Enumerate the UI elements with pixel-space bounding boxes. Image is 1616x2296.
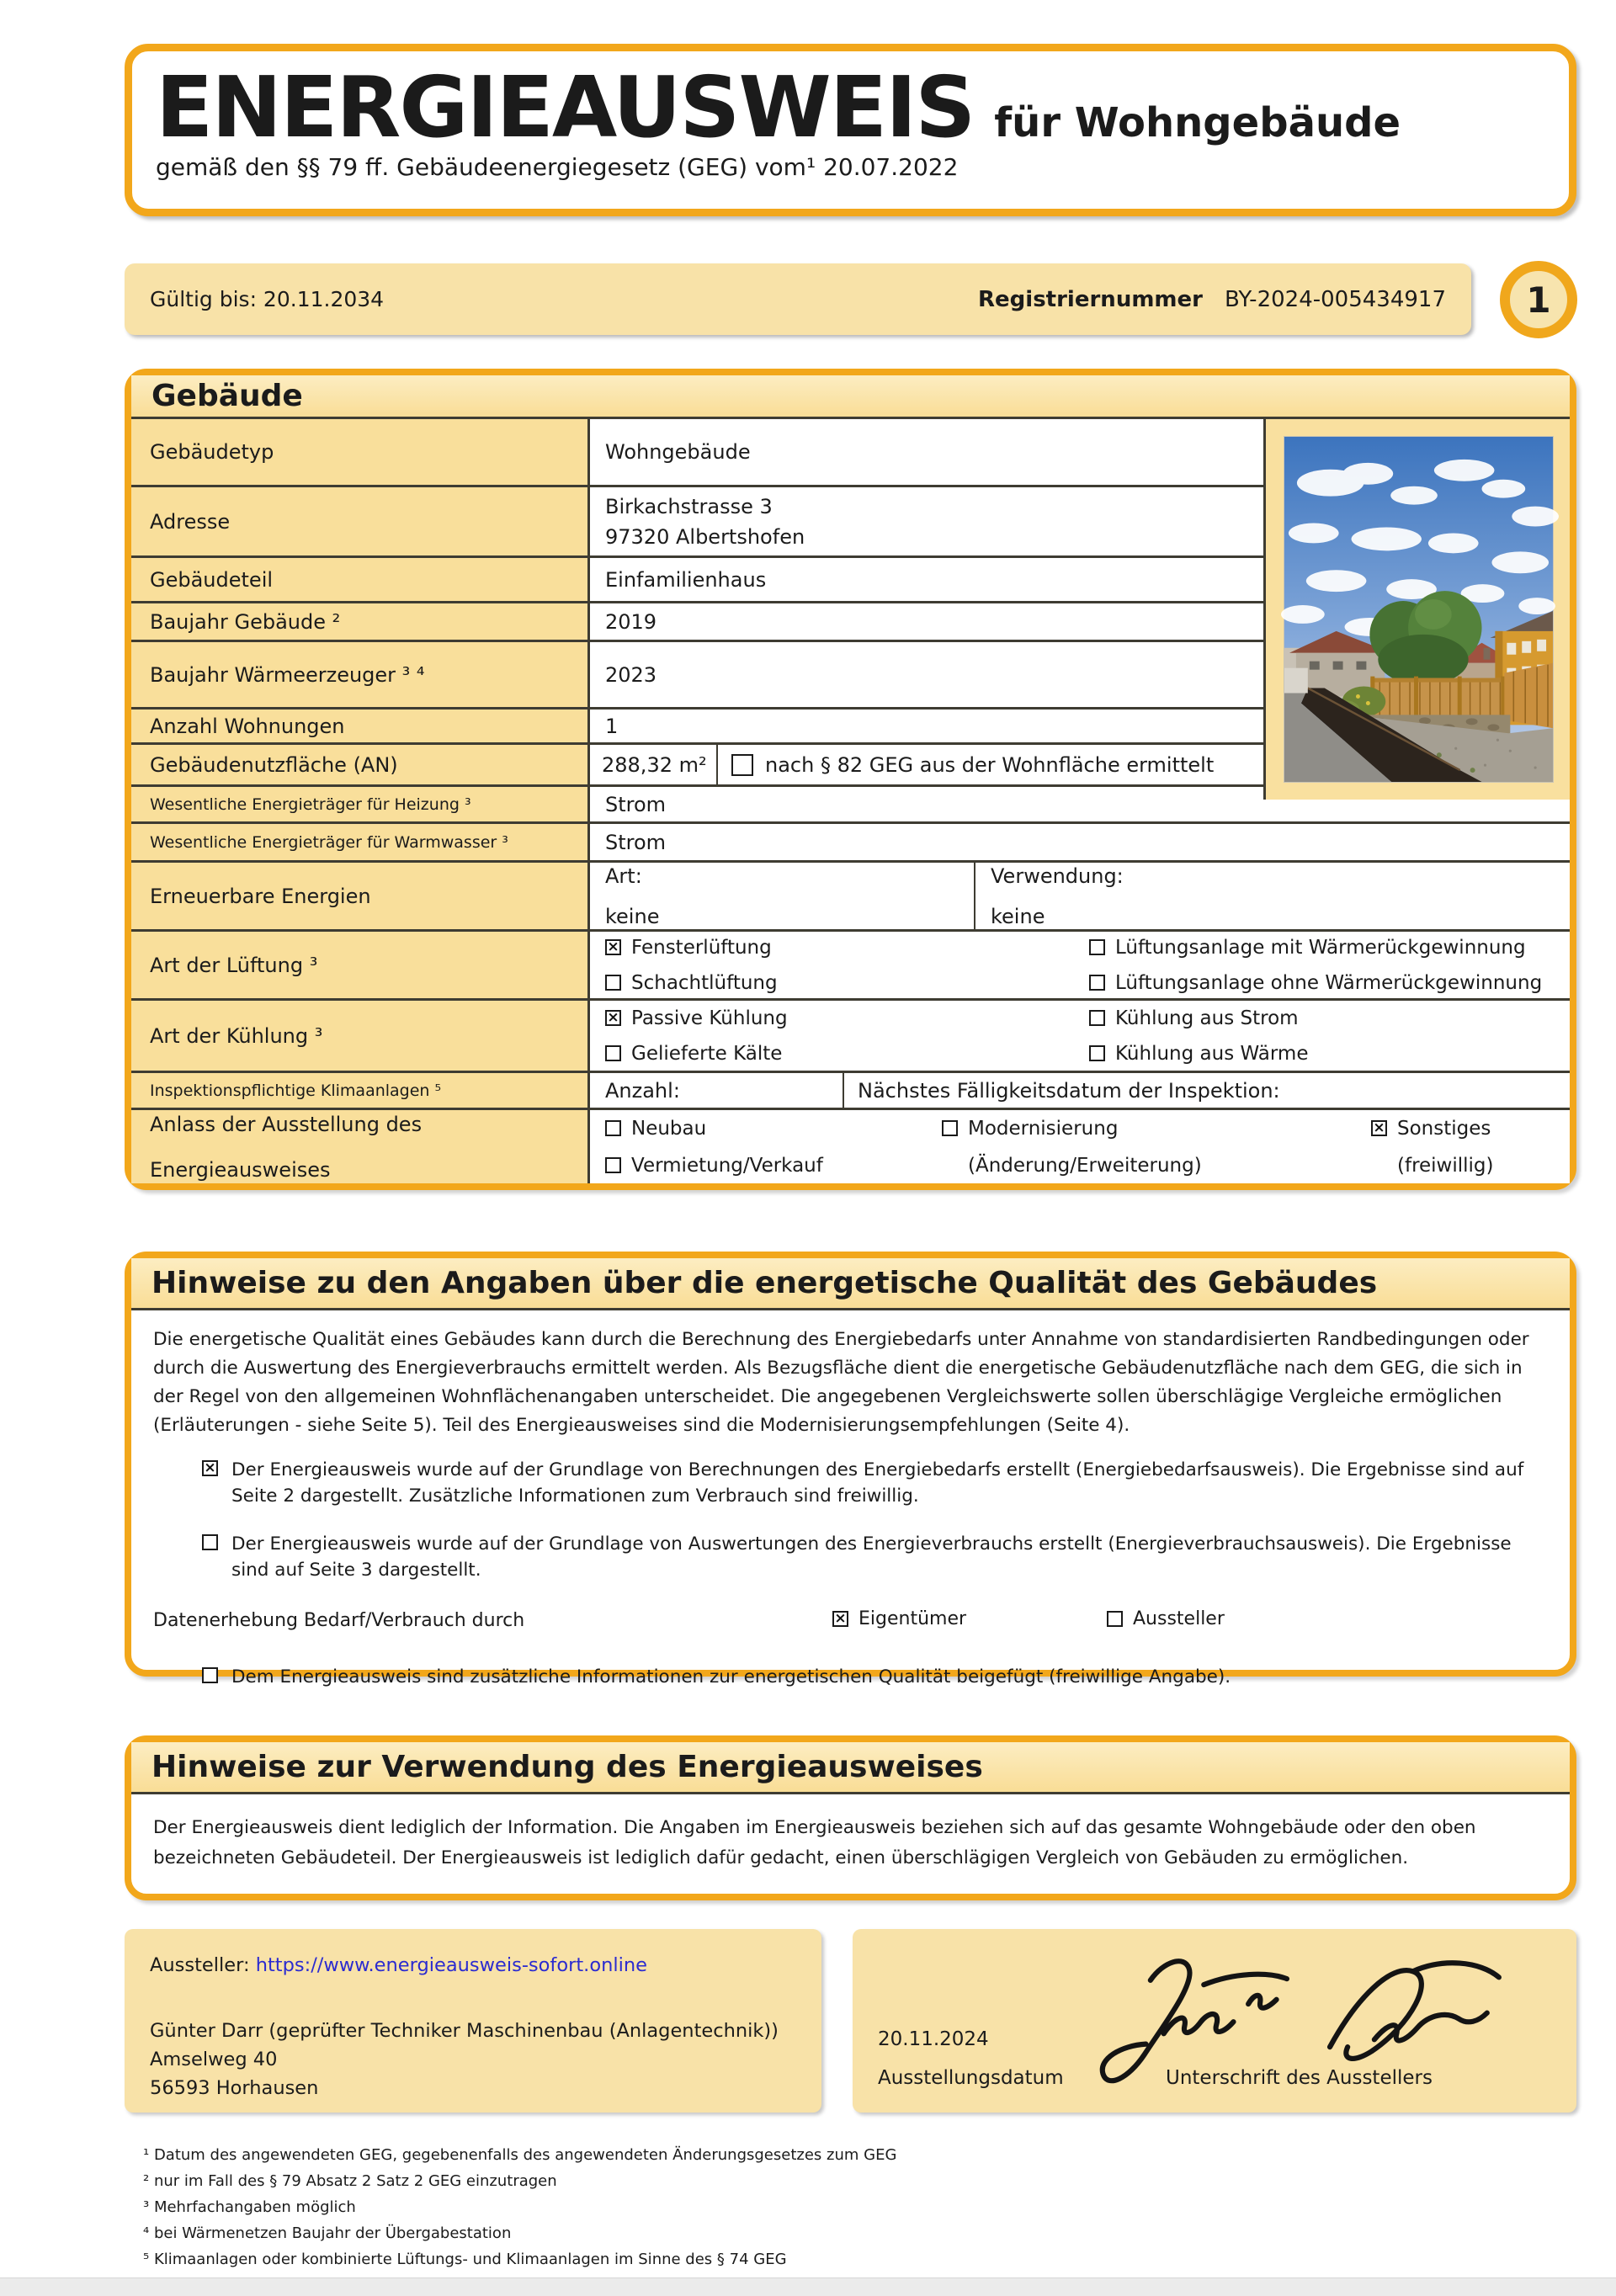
option-label: Neubau bbox=[631, 1117, 707, 1140]
label-line2: Energieausweises bbox=[150, 1157, 331, 1182]
data-collection-row bbox=[153, 1608, 1548, 1635]
option-label: Lüftungsanlage mit Wärmerückgewinnung bbox=[1115, 936, 1526, 959]
field-value: 2019 bbox=[605, 609, 657, 634]
option bbox=[605, 1118, 942, 1140]
title-box bbox=[125, 44, 1576, 216]
field-label: Art der Lüftung ³ bbox=[131, 932, 590, 998]
quality-intro-text: Die energetische Qualität eines Gebäudes kann durch die Berechnung des Energiebedarfs unter Annahme von standardisierten Randbedingungen oder durch die Auswertung des Energieverbrauchs ermittelt werden. Als Bezugsfläche dient die energetische Gebäudenutzfläche nach dem GEG, die sich in der Regel von den allgemeinen Wohnflächenangaben unterscheidet. Die angegebenen Vergleichswerte sollen überschlägige Vergleiche ermöglichen (Erläuterungen - siehe Seite 5). Teil des Energieausweises sind die Modernisierungsempfehlungen (Seite 4). bbox=[153, 1329, 1529, 1436]
table-row bbox=[131, 555, 1263, 601]
table-row bbox=[131, 929, 1570, 998]
checkbox bbox=[605, 975, 621, 991]
section-quality-notes bbox=[125, 1252, 1576, 1687]
checkbox bbox=[605, 1045, 621, 1061]
option bbox=[1371, 1118, 1570, 1140]
field-label: Erneuerbare Energien bbox=[131, 863, 590, 929]
table-row bbox=[131, 419, 1263, 485]
checkbox bbox=[1089, 939, 1105, 955]
field-label: Baujahr Wärmeerzeuger ³ ⁴ bbox=[131, 642, 590, 707]
checkbox bbox=[1089, 975, 1105, 991]
issuer-label: Aussteller: bbox=[150, 1954, 250, 1976]
footnote: ² nur im Fall des § 79 Absatz 2 Satz 2 GEG einzutragen bbox=[143, 2172, 557, 2190]
footnote: ⁵ Klimaanlagen oder kombinierte Lüftungs- und Klimaanlagen im Sinne des § 74 GEG bbox=[143, 2251, 787, 2268]
table-row bbox=[131, 860, 1570, 929]
footnotes bbox=[143, 2142, 896, 2272]
signature-box bbox=[853, 1929, 1576, 2113]
issuer-city: 56593 Horhausen bbox=[150, 2077, 319, 2099]
section-usage-notes bbox=[125, 1735, 1576, 1900]
field-label: Wesentliche Energieträger für Heizung ³ bbox=[131, 787, 590, 821]
checkbox bbox=[942, 1120, 958, 1136]
issuance-reason-options bbox=[590, 1110, 1570, 1183]
option bbox=[942, 1118, 1371, 1140]
checkbox: × bbox=[202, 1460, 218, 1476]
registration-label: Registriernummer bbox=[978, 286, 1203, 312]
field-label: Gebäudetyp bbox=[131, 419, 590, 485]
table-row bbox=[131, 998, 1570, 1071]
option-label: Aussteller bbox=[1133, 1608, 1225, 1629]
field-value: Einfamilienhaus bbox=[605, 567, 767, 592]
page-edge-strip bbox=[0, 2277, 1616, 2296]
option-label: Kühlung aus Wärme bbox=[1115, 1042, 1309, 1065]
validity-bar bbox=[125, 263, 1471, 335]
option-label: Lüftungsanlage ohne Wärmerückgewinnung bbox=[1115, 971, 1543, 994]
field-label: Art der Kühlung ³ bbox=[131, 1001, 590, 1071]
checkbox bbox=[202, 1667, 218, 1683]
field-value: 1 bbox=[605, 714, 619, 738]
building-photo bbox=[1284, 436, 1554, 783]
checkbox bbox=[1107, 1611, 1123, 1627]
option-sub-label: (Änderung/Erweiterung) bbox=[968, 1154, 1202, 1177]
option-sub-label: (freiwillig) bbox=[1397, 1154, 1494, 1177]
data-collection-label: Datenerhebung Bedarf/Verbrauch durch bbox=[153, 1610, 525, 1631]
checkbox: × bbox=[832, 1611, 848, 1627]
signature-label: Unterschrift des Ausstellers bbox=[1166, 2067, 1433, 2089]
table-row bbox=[131, 742, 1263, 784]
document-title: ENERGIEAUSWEIS bbox=[156, 58, 975, 157]
field-label: Gebäudenutzfläche (AN) bbox=[131, 745, 590, 784]
field-value bbox=[590, 487, 1263, 555]
footnote: ¹ Datum des angewendeten GEG, gegebenenfalls des angewendeten Änderungsgesetzes zum GEG bbox=[143, 2146, 897, 2164]
section-quality-title: Hinweise zu den Angaben über die energetische Qualität des Gebäudes bbox=[131, 1258, 1570, 1310]
field-label: Gebäudeteil bbox=[131, 558, 590, 601]
label-line1: Anlass der Ausstellung des bbox=[150, 1112, 423, 1136]
table-row bbox=[131, 1108, 1570, 1183]
option-text: Dem Energieausweis sind zusätzliche Informationen zur energetischen Qualität beigefügt (freiwillige Angabe). bbox=[231, 1666, 1231, 1687]
field-value: 288,32 m² bbox=[602, 752, 707, 777]
field-label: Adresse bbox=[131, 487, 590, 555]
faelligkeit-label: Nächstes Fälligkeitsdatum der Inspektion: bbox=[843, 1073, 1570, 1108]
art-label: Art: bbox=[605, 864, 642, 888]
anzahl-label: Anzahl: bbox=[605, 1078, 680, 1103]
cooling-options bbox=[590, 1001, 1570, 1071]
verwendung-label: Verwendung: bbox=[991, 864, 1124, 888]
issuer-link[interactable]: https://www.energieausweis-sofort.online bbox=[255, 1954, 647, 1976]
address-line1: Birkachstrasse 3 bbox=[605, 494, 773, 518]
option-label: Sonstiges bbox=[1397, 1117, 1491, 1140]
checkbox-label: nach § 82 GEG aus der Wohnfläche ermittelt bbox=[765, 752, 1215, 777]
table-row bbox=[131, 601, 1263, 640]
option-label: Schachtlüftung bbox=[631, 971, 778, 994]
option bbox=[605, 1155, 942, 1177]
checkbox bbox=[731, 754, 753, 776]
renewables-verwendung bbox=[975, 863, 1570, 929]
table-row bbox=[131, 485, 1263, 555]
page-number-badge: 1 bbox=[1500, 261, 1577, 338]
option-additional-info bbox=[202, 1664, 1548, 1690]
checkbox: × bbox=[605, 1010, 621, 1026]
option-eigentuemer bbox=[832, 1608, 966, 1629]
building-table bbox=[131, 419, 1570, 1183]
checkbox bbox=[202, 1534, 218, 1550]
registration-number: BY-2024-005434917 bbox=[1224, 286, 1446, 312]
option-text: Der Energieausweis wurde auf der Grundlage von Auswertungen des Energieverbrauchs erstellt (Energieverbrauchsausweis). Die Ergebnisse sind auf Seite 3 dargestellt. bbox=[231, 1533, 1512, 1581]
option bbox=[605, 937, 1089, 959]
issue-date-label: Ausstellungsdatum bbox=[878, 2067, 1064, 2089]
option-aussteller bbox=[1107, 1608, 1225, 1629]
option-label: Eigentümer bbox=[858, 1608, 967, 1629]
option bbox=[1089, 1007, 1570, 1029]
field-value: 2023 bbox=[605, 662, 657, 687]
option-label: Modernisierung bbox=[968, 1117, 1119, 1140]
option-label: Kühlung aus Strom bbox=[1115, 1007, 1299, 1029]
wohnflaeche-option bbox=[716, 745, 1263, 784]
art-value: keine bbox=[605, 904, 660, 928]
option-label: Passive Kühlung bbox=[631, 1007, 788, 1029]
checkbox bbox=[1089, 1045, 1105, 1061]
address-line2: 97320 Albertshofen bbox=[605, 524, 805, 549]
field-label: Anzahl Wohnungen bbox=[131, 710, 590, 742]
option-verbrauchsausweis bbox=[202, 1531, 1548, 1583]
ventilation-options bbox=[590, 932, 1570, 998]
field-label: Wesentliche Energieträger für Warmwasser ³ bbox=[131, 824, 590, 860]
section-building-title: Gebäude bbox=[131, 375, 1570, 419]
option-label: Vermietung/Verkauf bbox=[631, 1154, 823, 1177]
valid-until: Gültig bis: 20.11.2034 bbox=[150, 287, 385, 311]
option bbox=[605, 1007, 1089, 1029]
option bbox=[1089, 937, 1570, 959]
field-label: Baujahr Gebäude ² bbox=[131, 603, 590, 640]
issue-date: 20.11.2024 bbox=[878, 2028, 989, 2050]
checkbox bbox=[605, 1120, 621, 1136]
field-value: Strom bbox=[605, 792, 667, 816]
issuer-box bbox=[125, 1929, 821, 2113]
issuer-name: Günter Darr (geprüfter Techniker Maschinenbau (Anlagentechnik)) bbox=[150, 2020, 779, 2042]
option bbox=[1089, 972, 1570, 994]
section-usage-title: Hinweise zur Verwendung des Energieausweises bbox=[131, 1742, 1570, 1794]
field-label bbox=[131, 1110, 590, 1183]
checkbox: × bbox=[1371, 1120, 1387, 1136]
option-bedarfsausweis bbox=[202, 1457, 1548, 1509]
verwendung-value: keine bbox=[991, 904, 1045, 928]
option bbox=[605, 1043, 1089, 1065]
law-reference-line: gemäß den §§ 79 ff. Gebäudeenergiegesetz (GEG) vom¹ 20.07.2022 bbox=[156, 153, 959, 181]
checkbox bbox=[1089, 1010, 1105, 1026]
footnote: ⁴ bei Wärmenetzen Baujahr der Übergabestation bbox=[143, 2224, 512, 2242]
table-row bbox=[131, 640, 1263, 707]
renewables-art bbox=[590, 863, 975, 929]
field-label: Inspektionspflichtige Klimaanlagen ⁵ bbox=[131, 1073, 590, 1108]
section-building bbox=[125, 369, 1576, 1190]
table-row bbox=[131, 1071, 1570, 1108]
footnote: ³ Mehrfachangaben möglich bbox=[143, 2198, 356, 2216]
option bbox=[605, 972, 1089, 994]
field-value: Strom bbox=[605, 830, 667, 854]
option bbox=[1089, 1043, 1570, 1065]
table-row bbox=[131, 707, 1263, 742]
table-row bbox=[131, 821, 1570, 860]
building-photo-block bbox=[1263, 419, 1570, 800]
checkbox: × bbox=[605, 939, 621, 955]
option-label: Fensterlüftung bbox=[631, 936, 772, 959]
option-text: Der Energieausweis wurde auf der Grundlage von Berechnungen des Energiebedarfs erstellt (Energiebedarfsausweis). Die Ergebnisse sind auf Seite 2 dargestellt. Zusätzliche Informationen zum Verbrauch sind freiwillig. bbox=[231, 1459, 1524, 1507]
document-title-suffix: für Wohngebäude bbox=[994, 99, 1401, 146]
option-label: Gelieferte Kälte bbox=[631, 1042, 783, 1065]
field-value: Wohngebäude bbox=[605, 440, 751, 464]
issuer-street: Amselweg 40 bbox=[150, 2049, 278, 2070]
checkbox bbox=[605, 1157, 621, 1173]
usage-text: Der Energieausweis dient lediglich der Information. Die Angaben im Energieausweis beziehen sich auf das gesamte Wohngebäude oder den oben bezeichneten Gebäudeteil. Der Energieausweis ist lediglich dafür gedacht, einen überschlägigen Vergleich von Gebäuden zu ermöglichen. bbox=[153, 1817, 1476, 1868]
